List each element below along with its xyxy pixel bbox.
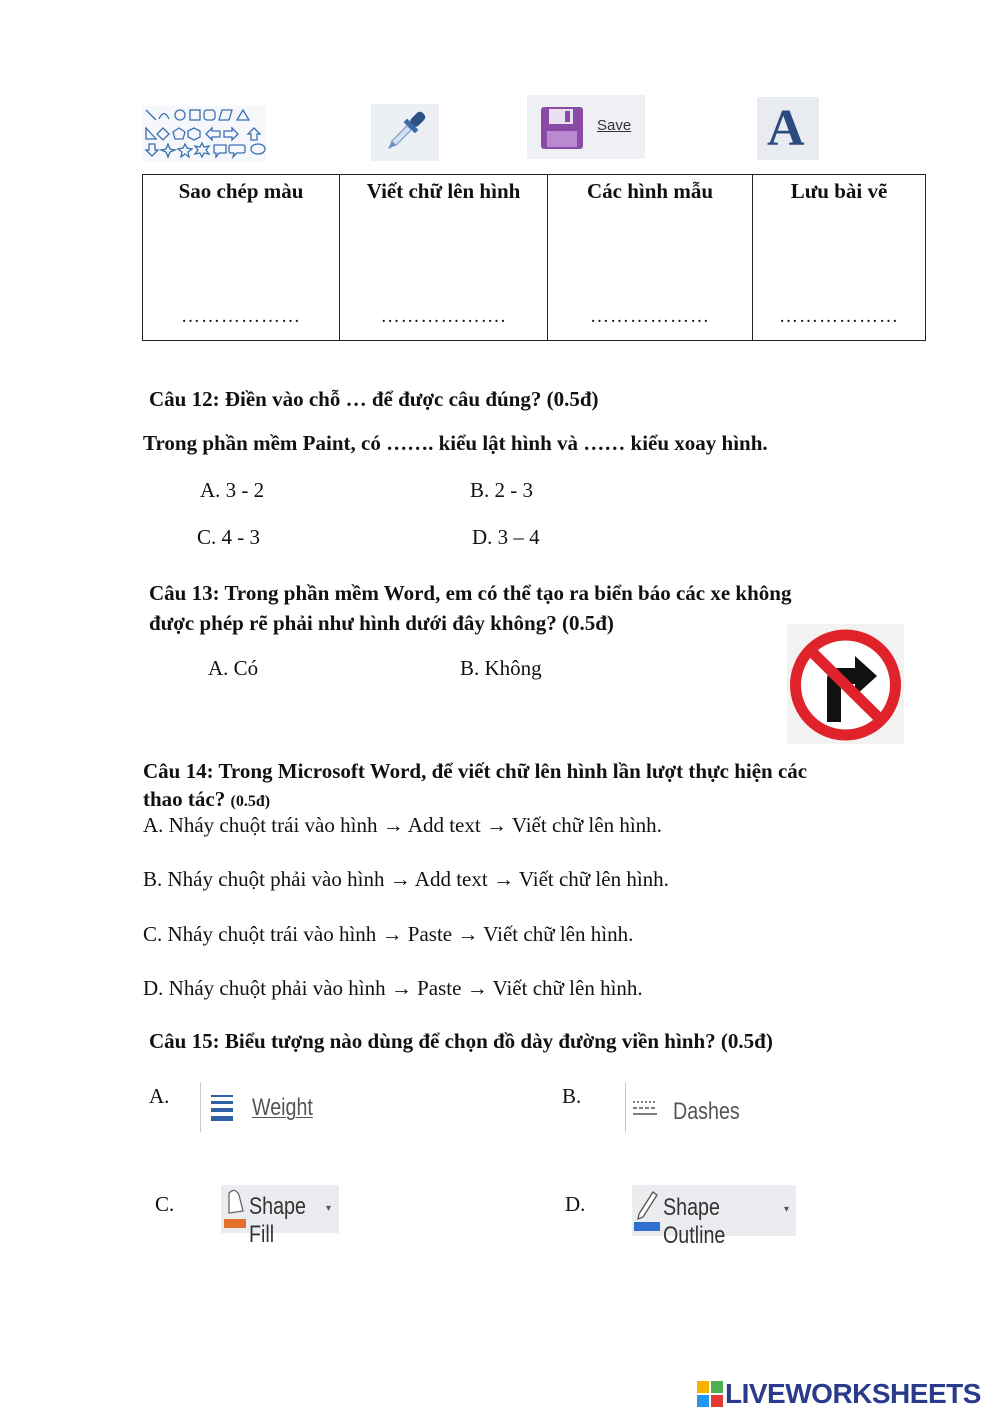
answer-blank[interactable]: ……………… — [779, 306, 899, 327]
answer-blank[interactable]: ………………. — [380, 306, 507, 327]
table-header: Lưu bài vẽ — [790, 179, 888, 203]
no-right-turn-icon — [787, 624, 904, 744]
q13-line2: được phép rẽ phải như hình dưới đây không? (0.5đ) — [149, 611, 614, 635]
q14-points: (0.5đ) — [230, 793, 271, 810]
liveworksheets-logo-icon — [697, 1381, 723, 1407]
dropdown-arrow-icon: ▾ — [784, 1204, 790, 1215]
q14-option-a[interactable]: A. Nháy chuột trái vào hình → Add text → Viết chữ lên hình. — [143, 813, 662, 837]
table-header: Sao chép màu — [178, 179, 304, 203]
answer-blank[interactable]: ……………… — [590, 306, 710, 327]
matching-table — [142, 174, 926, 341]
shape-outline-button-image — [632, 1185, 796, 1249]
liveworksheets-logo — [697, 1377, 981, 1411]
q15-option-b-label[interactable]: B. — [562, 1084, 582, 1108]
pencil-outline-icon — [633, 1188, 661, 1232]
q14-option-b[interactable]: B. Nháy chuột phải vào hình → Add text → Viết chữ lên hình. — [143, 867, 669, 891]
dashes-icon — [633, 1100, 659, 1120]
q13-option-b[interactable]: B. Không — [460, 656, 542, 680]
dashes-label: Dashes — [673, 1098, 740, 1125]
q14-line2-text: thao tác? — [143, 787, 231, 811]
q13-option-a[interactable]: A. Có — [208, 656, 259, 680]
table-header: Các hình mẫu — [586, 179, 714, 203]
q15-option-c-label[interactable]: C. — [155, 1192, 175, 1216]
q12-option-b[interactable]: B. 2 - 3 — [470, 478, 533, 502]
save-disk-icon — [539, 105, 585, 151]
q13-line1: Câu 13: Trong phần mềm Word, em có thể tạo ra biển báo các xe không — [149, 581, 792, 605]
text-tool-icon: A — [767, 100, 805, 157]
color-picker-icon — [371, 104, 439, 161]
q14-line1: Câu 14: Trong Microsoft Word, để viết chữ lên hình lần lượt thực hiện các — [143, 759, 808, 783]
color-picker-image — [371, 104, 439, 161]
paint-bucket-icon — [223, 1187, 247, 1229]
no-right-turn-sign — [787, 624, 904, 744]
dashes-button-image — [625, 1080, 755, 1135]
shapes-gallery-image — [142, 106, 266, 162]
shape-fill-label: Shape Fill — [249, 1193, 306, 1248]
shape-fill-button-image — [221, 1185, 339, 1248]
q12-title: Câu 12: Điền vào chỗ … để được câu đúng? (0.5đ) — [149, 387, 599, 411]
weight-label: Weight — [252, 1094, 313, 1121]
table-cell — [548, 175, 753, 341]
liveworksheets-brand: LIVEWORKSHEETS — [725, 1378, 981, 1409]
table-cell — [340, 175, 548, 341]
q12-option-c[interactable]: C. 4 - 3 — [197, 525, 260, 549]
q12-option-d[interactable]: D. 3 – 4 — [472, 525, 540, 549]
q15-label: Câu 15 — [149, 1029, 213, 1053]
q12-stem: Trong phần mềm Paint, có ……. kiểu lật hình và …… kiểu xoay hình. — [143, 431, 768, 455]
table-cell — [143, 175, 340, 341]
q14-line2 — [143, 787, 270, 812]
q15-title — [149, 1029, 773, 1054]
q15-title-text: : Biểu tượng nào dùng để chọn đồ dày đường viền hình? (0.5đ) — [212, 1029, 773, 1053]
table-cell — [753, 175, 926, 341]
q14-option-d[interactable]: D. Nháy chuột phải vào hình → Paste → Viết chữ lên hình. — [143, 976, 643, 1000]
shape-outline-label: Shape Outline — [663, 1194, 726, 1249]
save-button-image — [527, 95, 645, 159]
q15-option-d-label[interactable]: D. — [565, 1192, 586, 1216]
table-header: Viết chữ lên hình — [366, 179, 521, 203]
dropdown-arrow-icon: ▾ — [326, 1203, 332, 1214]
save-label: Save — [597, 117, 632, 134]
shapes-gallery-icon — [142, 106, 266, 162]
text-tool-image — [757, 97, 819, 160]
weight-button-image — [200, 1080, 330, 1135]
answer-blank[interactable]: ……………… — [181, 306, 301, 327]
q15-option-a-label[interactable]: A. — [149, 1084, 170, 1108]
q12-option-a[interactable]: A. 3 - 2 — [200, 478, 265, 502]
q14-option-c[interactable]: C. Nháy chuột trái vào hình → Paste → Viết chữ lên hình. — [143, 922, 634, 946]
line-weight-icon — [211, 1095, 235, 1121]
